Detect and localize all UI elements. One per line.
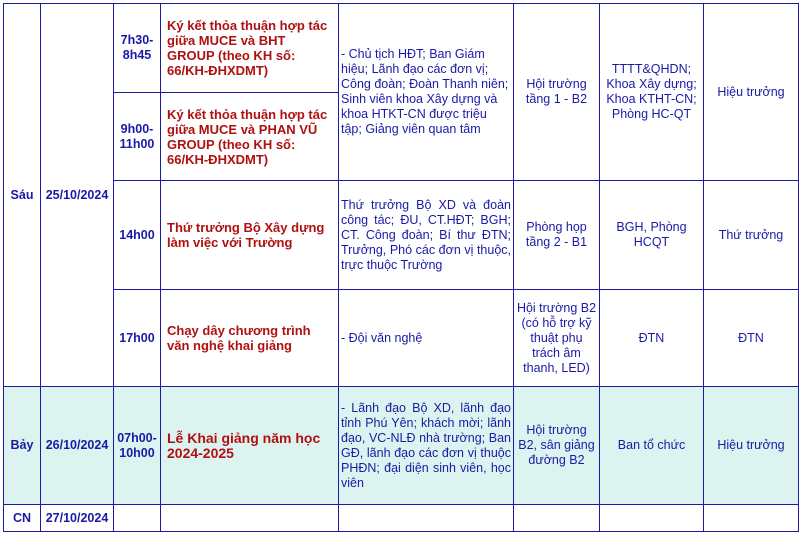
participants-cell: - Lãnh đạo Bộ XD, lãnh đạo tỉnh Phú Yên; khách mời; lãnh đạo, VC-NLĐ nhà trường; Ban GĐ, lãnh đạo các đơn vị thuộc PHĐN; đại diện sinh viên, học viên — [339, 387, 514, 505]
date-cell: 26/10/2024 — [41, 387, 114, 505]
schedule-table — [3, 3, 799, 532]
participants-cell: Thứ trưởng Bộ XD và đoàn công tác; ĐU, CT.HĐT; BGH; CT. Công đoàn; Bí thư ĐTN; Trưởng, Phó các đơn vị thuộc, trực thuộc Trường — [339, 181, 514, 290]
table-row — [4, 4, 799, 93]
empty-cell — [600, 505, 704, 532]
event-title: Lễ Khai giảng năm học 2024-2025 — [161, 387, 339, 505]
day-cell: CN — [4, 505, 41, 532]
empty-cell — [704, 505, 799, 532]
prepare-cell: Ban tổ chức — [600, 387, 704, 505]
prepare-cell: TTTT&QHDN; Khoa Xây dựng; Khoa KTHT-CN; Phòng HC-QT — [600, 4, 704, 181]
table-row — [4, 290, 799, 387]
table-row — [4, 387, 799, 505]
empty-cell — [161, 505, 339, 532]
chair-cell: Hiệu trưởng — [704, 387, 799, 505]
participants-cell: - Chủ tịch HĐT; Ban Giám hiệu; Lãnh đạo các đơn vị; Công đoàn; Đoàn Thanh niên; Sinh viên khoa Xây dựng và khoa HTKT-CN được triệu tập; Giảng viên quan tâm — [339, 4, 514, 181]
prepare-cell: ĐTN — [600, 290, 704, 387]
event-title: Ký kết thỏa thuận hợp tác giữa MUCE và BHT GROUP (theo KH số: 66/KH-ĐHXDMT) — [161, 4, 339, 93]
empty-cell — [339, 505, 514, 532]
empty-cell — [514, 505, 600, 532]
chair-cell: ĐTN — [704, 290, 799, 387]
day-cell: Sáu — [4, 4, 41, 387]
location-cell: Hội trường B2 (có hỗ trợ kỹ thuật phụ trách âm thanh, LED) — [514, 290, 600, 387]
event-title: Ký kết thỏa thuận hợp tác giữa MUCE và PHAN VŨ GROUP (theo KH số: 66/KH-ĐHXDMT) — [161, 93, 339, 181]
event-title: Thứ trưởng Bộ Xây dựng làm việc với Trường — [161, 181, 339, 290]
location-cell: Hội trường tầng 1 - B2 — [514, 4, 600, 181]
chair-cell: Hiệu trưởng — [704, 4, 799, 181]
time-cell: 14h00 — [114, 181, 161, 290]
table-row — [4, 505, 799, 532]
day-cell: Bảy — [4, 387, 41, 505]
time-cell: 7h30- 8h45 — [114, 4, 161, 93]
time-cell: 07h00- 10h00 — [114, 387, 161, 505]
chair-cell: Thứ trưởng — [704, 181, 799, 290]
location-cell: Hội trường B2, sân giảng đường B2 — [514, 387, 600, 505]
empty-cell — [114, 505, 161, 532]
time-cell: 17h00 — [114, 290, 161, 387]
event-title: Chạy dây chương trình văn nghệ khai giảng — [161, 290, 339, 387]
date-cell: 27/10/2024 — [41, 505, 114, 532]
participants-cell: - Đội văn nghệ — [339, 290, 514, 387]
time-cell: 9h00- 11h00 — [114, 93, 161, 181]
table-row — [4, 181, 799, 290]
date-cell: 25/10/2024 — [41, 4, 114, 387]
location-cell: Phòng họp tầng 2 - B1 — [514, 181, 600, 290]
prepare-cell: BGH, Phòng HCQT — [600, 181, 704, 290]
